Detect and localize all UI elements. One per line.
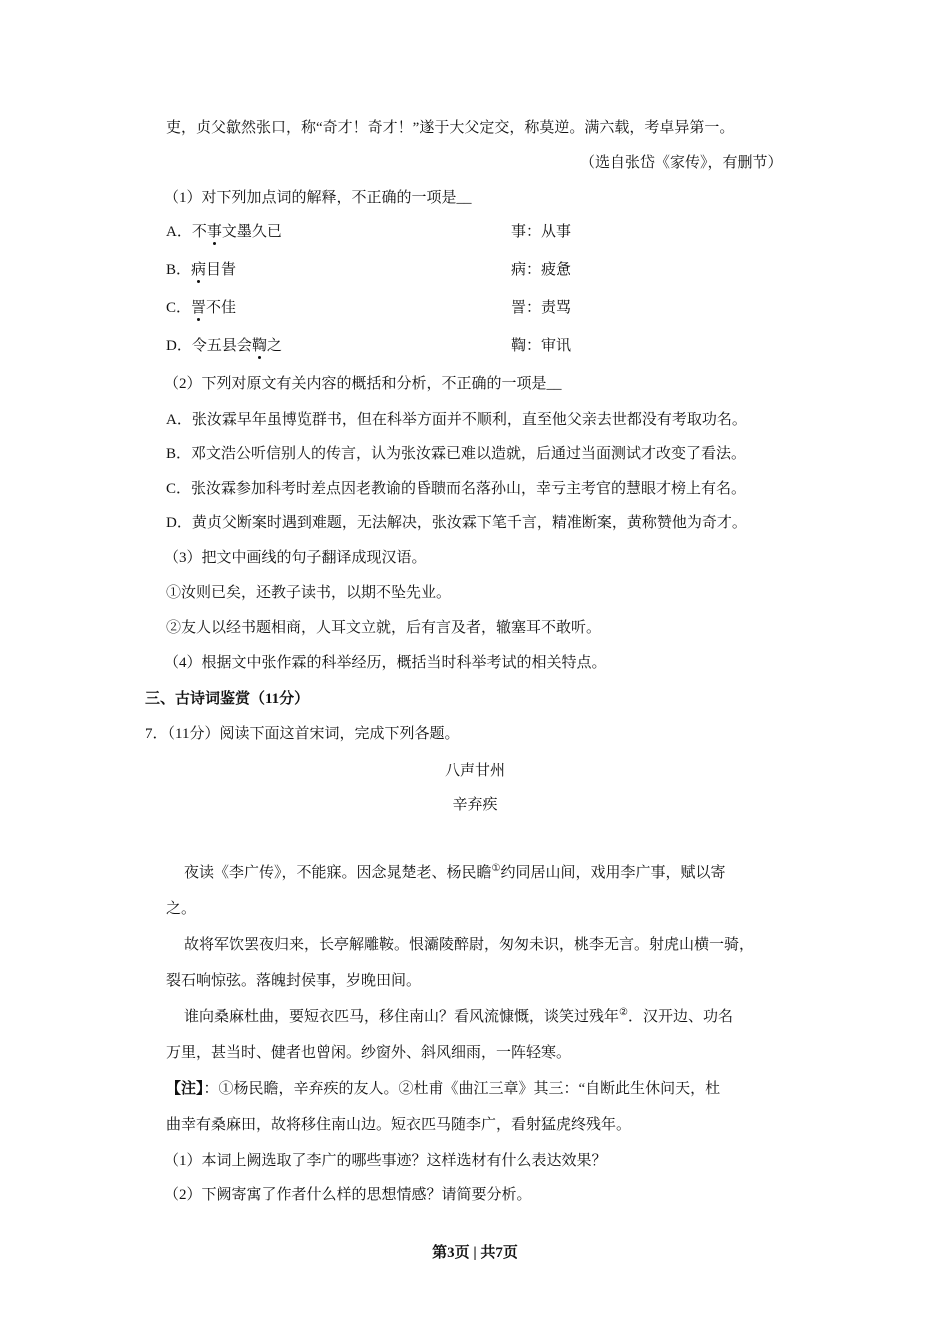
q2-option-d: D．黄贞父断案时遇到难题，无法解决，张汝霖下笔千言，精准断案，黄称赞他为奇才。 (166, 515, 747, 531)
option-meaning: 詈：责骂 (511, 300, 572, 316)
stanza-text: ．汉开边、功名 (627, 1009, 733, 1025)
poem-notes (166, 1079, 720, 1099)
dotted-word: 鞫 (251, 338, 267, 354)
option-text: 目眚 (206, 262, 237, 278)
option-text: 文墨久已 (221, 224, 282, 240)
option-label: B． (166, 262, 192, 278)
passage-end: 吏，贞父歙然张口，称“奇才！奇才！”遂于大父定交，称莫逆。满六载，考卓异第一。 (166, 120, 735, 136)
stanza-text: 谁向桑麻杜曲，要短衣匹马，移住南山？看风流慷慨，谈笑过残年 (184, 1009, 620, 1025)
option-text: 不佳 (206, 300, 237, 316)
q2-option-a: A．张汝霖早年虽博览群书，但在科举方面并不顺利，直至他父亲去世都没有考取功名。 (166, 412, 747, 428)
preface-text: 约同居山间，戏用李广事，赋以寄 (500, 865, 726, 881)
dotted-word: 病 (191, 262, 207, 278)
q2-stem: （2）下列对原文有关内容的概括和分析，不正确的一项是__ (164, 376, 562, 392)
poem-stanza1-line1: 故将军饮罢夜归来，长亭解雕鞍。恨灞陵醉尉，匆匆未识，桃李无言。射虎山横一骑， (184, 937, 755, 953)
option-meaning: 事：从事 (511, 224, 572, 240)
option-meaning: 病：疲惫 (511, 262, 572, 278)
q7-sub2: （2）下阙寄寓了作者什么样的思想情感？请简要分析。 (164, 1187, 532, 1203)
poem-stanza2-line2: 万里，甚当时、健者也曾闲。纱窗外、斜风细雨，一阵轻寒。 (166, 1045, 572, 1061)
footnote-marker: ① (491, 863, 501, 874)
notes-label: 【注】 (166, 1081, 204, 1097)
q1-option-c (166, 298, 572, 318)
q3-item-2: ②友人以经书题相商，人耳文立就，后有言及者，辙塞耳不敢听。 (166, 620, 602, 636)
source-citation: （选自张岱《家传》，有删节） (580, 155, 783, 171)
poem-stanza2-line1 (184, 1007, 733, 1027)
dotted-word: 詈 (191, 300, 207, 316)
q1-stem: （1）对下列加点词的解释，不正确的一项是__ (164, 190, 472, 206)
q3-stem: （3）把文中画线的句子翻译成现汉语。 (164, 550, 427, 566)
poem-preface-end: 之。 (166, 901, 197, 917)
q7-stem: 7．（11分）阅读下面这首宋词，完成下列各题。 (145, 726, 460, 742)
option-meaning: 鞫：审讯 (511, 338, 572, 354)
dotted-word: 事 (206, 224, 222, 240)
poem-title: 八声甘州 (444, 763, 505, 779)
preface-text: 夜读《李广传》，不能寐。因念晁楚老、杨民瞻 (184, 865, 492, 881)
footnote-marker: ② (619, 1007, 628, 1018)
option-label: A． (166, 224, 192, 240)
q7-sub1: （1）本词上阙选取了李广的哪些事迹？这样选材有什么表达效果？ (164, 1153, 607, 1169)
q4-stem: （4）根据文中张作霖的科举经历，概括当时科举考试的相关特点。 (164, 655, 607, 671)
poem-notes-cont: 曲幸有桑麻田，故将移住南山边。短衣匹马随李广，看射猛虎终残年。 (166, 1117, 632, 1133)
page-footer: 第3页 | 共7页 (432, 1245, 518, 1261)
q3-item-1: ①汝则已矣，还教子读书，以期不坠先业。 (166, 585, 452, 601)
notes-text: ：①杨民瞻，辛弃疾的友人。②杜甫《曲江三章》其三：“自断此生休问天，杜 (203, 1081, 721, 1097)
option-label: C． (166, 300, 192, 316)
option-label: D． (166, 338, 192, 354)
section-heading: 三、古诗词鉴赏（11分） (145, 691, 310, 707)
q2-option-c: C．张汝霖参加科考时差点因老教谕的昏聩而名落孙山，幸亏主考官的慧眼才榜上有名。 (166, 481, 747, 497)
q1-option-d (166, 336, 572, 356)
q2-option-b: B．邓文浩公听信别人的传言，认为张汝霖已难以造就，后通过当面测试才改变了看法。 (166, 446, 747, 462)
poem-preface (184, 863, 726, 883)
poem-author: 辛弃疾 (452, 797, 498, 813)
q1-option-b (166, 260, 572, 280)
option-text: 之 (266, 338, 282, 354)
option-text: 令五县会 (191, 338, 252, 354)
q1-option-a (166, 222, 572, 242)
option-text: 不 (191, 224, 207, 240)
poem-stanza1-line2: 裂石响惊弦。落魄封侯事，岁晚田间。 (166, 973, 422, 989)
